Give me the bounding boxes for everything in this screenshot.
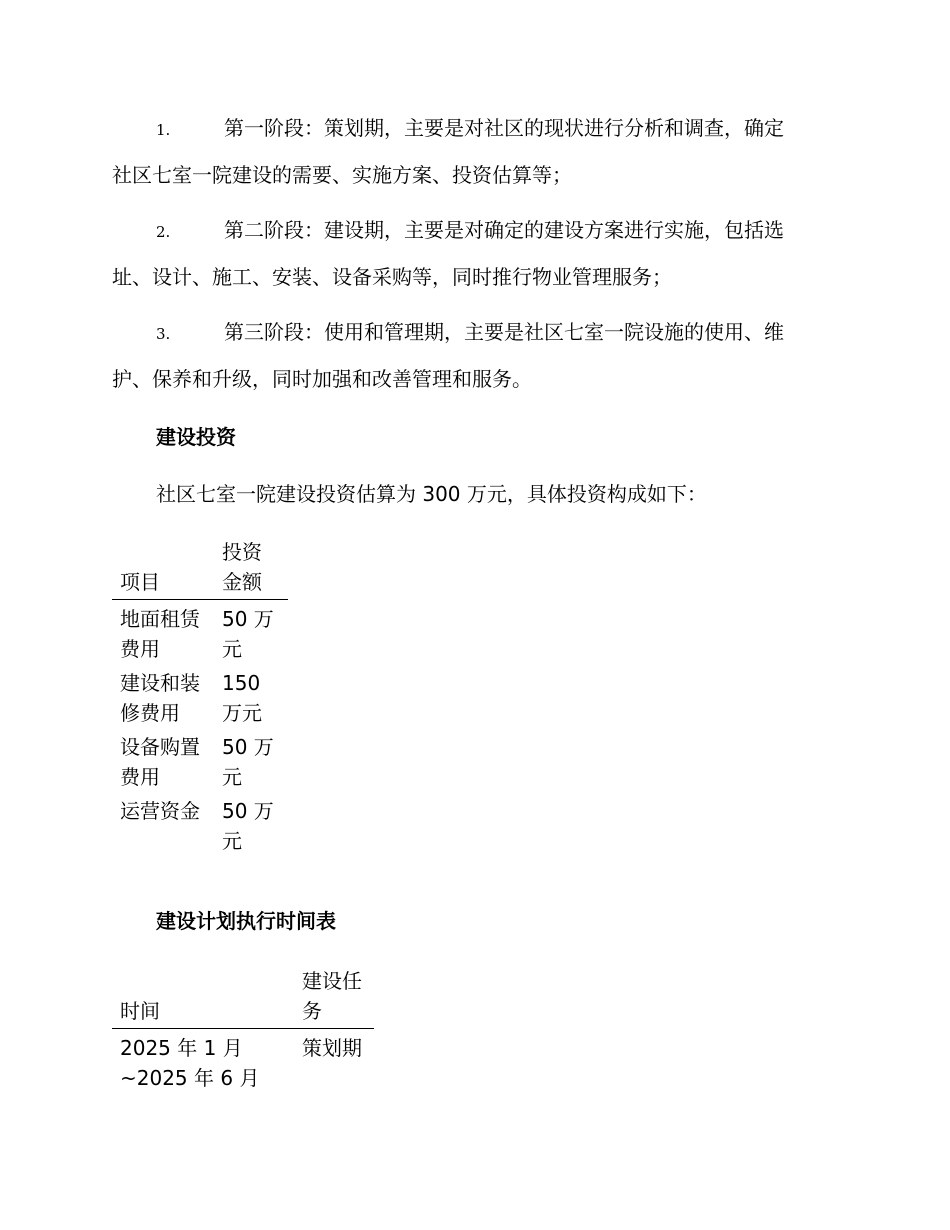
column-header-task: 建设任务 (294, 966, 374, 1029)
table-cell-amount: 150 万元 (222, 671, 262, 725)
table-cell-amount: 50 万元 (222, 735, 274, 789)
table-cell-time: 2025 年 1 月 ~2025 年 6 月 (120, 1036, 260, 1090)
table-cell-amount: 50 万元 (222, 607, 274, 661)
table-row (112, 792, 288, 856)
table-cell-amount: 50 万元 (222, 799, 274, 853)
phase-text-line2: 护、保养和升级，同时加强和改善管理和服务。 (112, 367, 532, 391)
investment-heading: 建设投资 (156, 425, 236, 449)
phase-item-3 (112, 310, 834, 402)
investment-table (112, 537, 288, 856)
phase-item-1 (112, 106, 834, 198)
table-row (112, 1029, 374, 1094)
column-header-amount: 投资金额 (214, 537, 288, 600)
phase-text-line2: 址、设计、施工、安装、设备采购等，同时推行物业管理服务； (112, 265, 672, 289)
phase-text-line1: 第三阶段：使用和管理期，主要是社区七室一院设施的使用、维 (224, 320, 784, 344)
table-row (112, 664, 288, 728)
table-cell-item: 运营资金 (120, 799, 200, 823)
table-header-row (112, 966, 374, 1029)
table-cell-task: 策划期 (302, 1036, 362, 1060)
column-header-item: 项目 (112, 537, 214, 600)
table-cell-item: 地面租赁费用 (120, 607, 200, 661)
list-number: 3. (156, 325, 171, 343)
table-row (112, 728, 288, 792)
table-row (112, 600, 288, 665)
phase-text-line2: 社区七室一院建设的需要、实施方案、投资估算等； (112, 163, 572, 187)
table-cell-item: 建设和装修费用 (120, 671, 200, 725)
schedule-heading: 建设计划执行时间表 (156, 909, 336, 933)
phase-item-2 (112, 208, 834, 300)
table-header-row (112, 537, 288, 600)
list-number: 1. (156, 121, 171, 139)
schedule-table (112, 966, 374, 1093)
phase-text-line1: 第一阶段：策划期，主要是对社区的现状进行分析和调查，确定 (224, 116, 784, 140)
phase-text-line1: 第二阶段：建设期，主要是对确定的建设方案进行实施，包括选 (224, 218, 784, 242)
column-header-time: 时间 (112, 966, 294, 1029)
investment-intro: 社区七室一院建设投资估算为 300 万元，具体投资构成如下： (156, 482, 707, 506)
table-cell-item: 设备购置费用 (120, 735, 200, 789)
list-number: 2. (156, 223, 171, 241)
